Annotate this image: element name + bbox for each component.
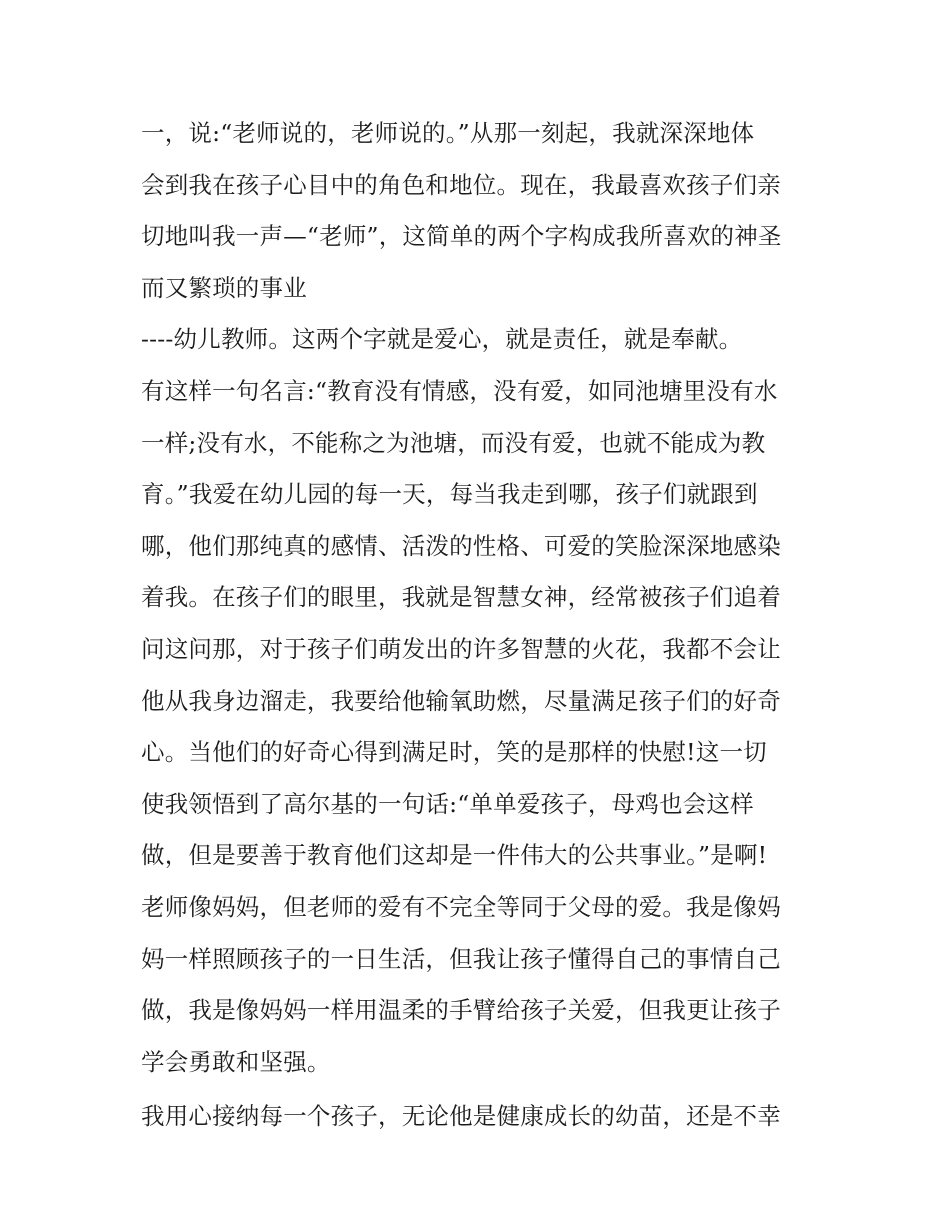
text-line: 他从我身边溜走，我要给他输氧助燃，尽量满足孩子们的好奇: [141, 686, 781, 715]
text-line: 着我。在孩子们的眼里，我就是智慧女神，经常被孩子们追着: [141, 583, 781, 612]
text-line: 学会勇敢和坚强。: [141, 1047, 331, 1076]
text-line: 老师像妈妈，但老师的爱有不完全等同于父母的爱。我是像妈: [141, 892, 781, 921]
text-line: 做，我是像妈妈一样用温柔的手臂给孩子关爱，但我更让孩子: [141, 996, 781, 1025]
text-line: 有这样一句名言:“教育没有情感，没有爱，如同池塘里没有水: [141, 376, 778, 405]
text-line: 而又繁琐的事业: [141, 273, 307, 302]
text-line: 我用心接纳每一个孩子，无论他是健康成长的幼苗，还是不幸: [141, 1102, 781, 1131]
text-line: 心。当他们的好奇心得到满足时，笑的是那样的快慰!这一切: [141, 738, 767, 767]
text-line: 哪，他们那纯真的感情、活泼的性格、可爱的笑脸深深地感染: [141, 531, 781, 560]
text-line: 一样;没有水，不能称之为池塘，而没有爱，也就不能成为教: [141, 428, 766, 457]
text-line: 妈一样照顾孩子的一日生活，但我让孩子懂得自己的事情自己: [141, 944, 781, 973]
text-line: 切地叫我一声—“老师”，这简单的两个字构成我所喜欢的神圣: [141, 222, 782, 251]
body-text: [141, 108, 821, 1143]
text-line: 育。”我爱在幼儿园的每一天，每当我走到哪，孩子们就跟到: [141, 480, 758, 509]
text-line: 使我领悟到了高尔基的一句话:“单单爱孩子，母鸡也会这样: [141, 789, 754, 818]
text-line: ----幼儿教师。这两个字就是爱心，就是责任，就是奉献。: [141, 325, 743, 354]
text-line: 做，但是要善于教育他们这却是一件伟大的公共事业。”是啊!: [141, 841, 768, 870]
text-line: 问这问那，对于孩子们萌发出的许多智慧的火花，我都不会让: [141, 634, 781, 663]
text-line: 会到我在孩子心目中的角色和地位。现在，我最喜欢孩子们亲: [141, 170, 781, 199]
text-line: 一，说:“老师说的，老师说的。”从那一刻起，我就深深地体: [141, 119, 755, 147]
